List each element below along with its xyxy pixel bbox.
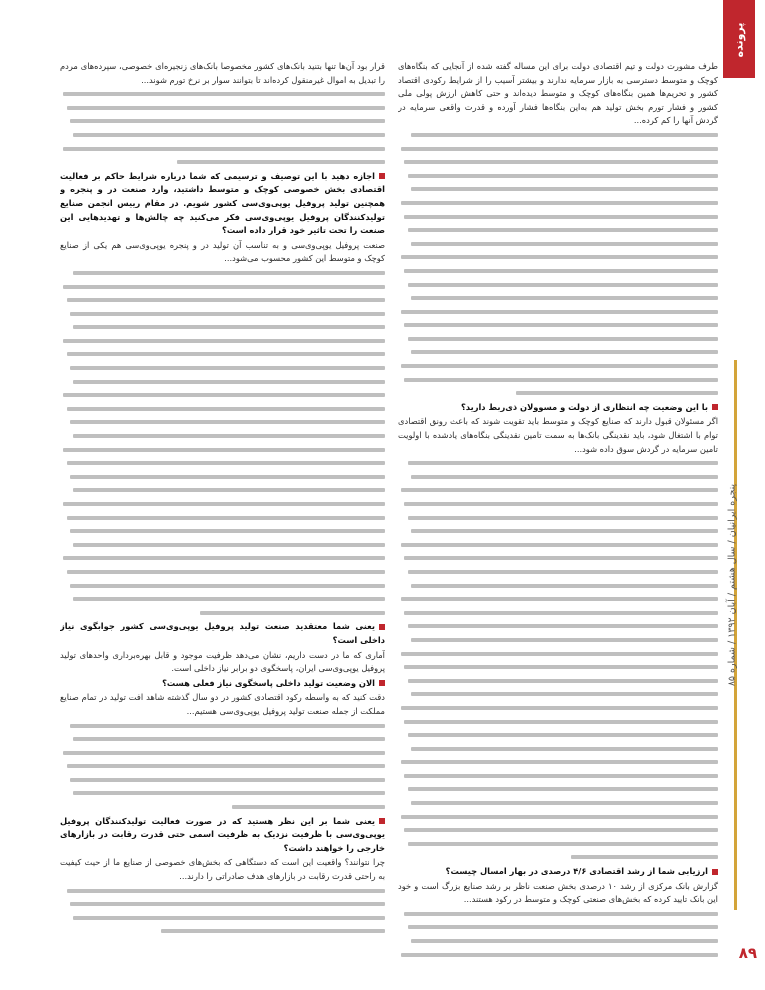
- text-line-bar: [63, 92, 385, 96]
- text-line: [398, 497, 718, 511]
- issue-label: پنجره ایرانیان / سال هشتم / آبان ۱۳۹۲ / شماره ۸۵: [726, 483, 738, 687]
- text-line-bar: [63, 147, 385, 151]
- text-line: [398, 386, 718, 400]
- text-line-bar: [411, 747, 718, 751]
- text-line-bar: [200, 611, 385, 615]
- text-line: [398, 223, 718, 237]
- text-line: [60, 402, 385, 416]
- text-line-bar: [571, 855, 718, 859]
- text-line: [60, 759, 385, 773]
- text-line: [398, 511, 718, 525]
- text-line-bar: [70, 312, 385, 316]
- text-line-bar: [63, 556, 385, 560]
- text-line-bar: [404, 502, 718, 506]
- text-line: [60, 483, 385, 497]
- question-text: با این وضعیت چه انتظاری از دولت و مسوولان ذی‌ربط دارید؟: [460, 401, 708, 412]
- text-line-bar: [411, 296, 718, 300]
- answer-paragraph: آماری که ما در دست داریم، نشان می‌دهد ظرفیت موجود و قابل بهره‌برداری واحدهای تولید پروفیل یو‌پی‌وی‌سی ایران، پاسخگوی دو برابر نیاز داخلی است.: [60, 649, 385, 674]
- text-line: [60, 155, 385, 169]
- text-line-bar: [411, 692, 718, 696]
- text-line: [398, 837, 718, 851]
- text-line: [398, 715, 718, 729]
- text-line: [60, 443, 385, 457]
- text-line: [398, 920, 718, 934]
- text-line-bar: [411, 187, 718, 191]
- text-line-bar: [408, 679, 718, 683]
- text-line: [60, 266, 385, 280]
- text-line: [60, 334, 385, 348]
- text-line-bar: [404, 323, 718, 327]
- text-line-bar: [404, 774, 718, 778]
- text-line-bar: [411, 939, 718, 943]
- text-line: [398, 237, 718, 251]
- text-line: [398, 210, 718, 224]
- page-sidebar: [717, 0, 765, 990]
- page-number: ۸۹: [738, 944, 757, 962]
- bullet-icon: [379, 173, 385, 179]
- text-line-bar: [401, 815, 718, 819]
- text-line-bar: [404, 665, 718, 669]
- question-heading: [398, 865, 718, 879]
- text-line: [398, 318, 718, 332]
- text-line: [60, 773, 385, 787]
- text-line: [398, 769, 718, 783]
- text-line-bar: [232, 805, 385, 809]
- text-line-bar: [404, 720, 718, 724]
- text-line-bar: [67, 352, 386, 356]
- text-line: [398, 687, 718, 701]
- text-line: [398, 592, 718, 606]
- text-line-bar: [408, 842, 718, 846]
- text-line-bar: [70, 584, 385, 588]
- text-line: [398, 728, 718, 742]
- bullet-icon: [712, 404, 718, 410]
- text-line-bar: [408, 461, 718, 465]
- text-line: [60, 719, 385, 733]
- text-line: [398, 961, 718, 965]
- text-line-bar: [401, 760, 718, 764]
- text-line: [398, 182, 718, 196]
- text-line-bar: [67, 461, 386, 465]
- text-line: [60, 280, 385, 294]
- text-line-bar: [73, 133, 385, 137]
- text-line: [60, 551, 385, 565]
- text-line-bar: [73, 325, 385, 329]
- text-line: [60, 497, 385, 511]
- text-line-bar: [73, 380, 385, 384]
- text-line: [60, 606, 385, 620]
- text-line: [398, 264, 718, 278]
- text-line: [398, 907, 718, 921]
- question-text: یعنی شما معتقدید صنعت تولید پروفیل یو‌پی‌وی‌سی کشور جوابگوی نیاز داخلی است؟: [60, 621, 385, 645]
- text-line: [398, 606, 718, 620]
- section-tab: [723, 0, 755, 78]
- text-line: [398, 823, 718, 837]
- text-line-bar: [70, 778, 385, 782]
- text-line: [398, 782, 718, 796]
- text-line: [60, 565, 385, 579]
- text-line-bar: [408, 174, 718, 178]
- text-line: [398, 934, 718, 948]
- text-line: [60, 592, 385, 606]
- text-line-bar: [63, 339, 385, 343]
- text-line: [398, 373, 718, 387]
- text-lines: [398, 128, 718, 400]
- answer-paragraph: صنعت پروفیل یو‌پی‌وی‌سی و به تناسب آن تولید در و پنجره یو‌پی‌وی‌سی هم یکی از صنایع کوچک و متوسط این کشور محسوب می‌شود...: [60, 239, 385, 264]
- text-line-bar: [404, 378, 718, 382]
- text-line: [60, 375, 385, 389]
- text-line-bar: [408, 624, 718, 628]
- answer-paragraph: اگر مسئولان قبول دارند که صنایع کوچک و متوسط باید تقویت شوند که باعث رونق اقتصادی توام با اشتغال شود، باید نقدینگی بانک‌ها به سمت تامین نقدینگی بنگاه‌های یادشده با اولویت تامین سرمایه در گردش سوق داده شود...: [398, 416, 718, 454]
- question-heading: [398, 401, 718, 415]
- text-line: [398, 250, 718, 264]
- text-line-bar: [401, 255, 718, 259]
- text-line: [60, 320, 385, 334]
- text-line: [60, 884, 385, 898]
- text-line-bar: [73, 434, 385, 438]
- text-line-bar: [73, 488, 385, 492]
- section-label: پرونده: [732, 22, 746, 58]
- text-line: [398, 742, 718, 756]
- text-line: [398, 660, 718, 674]
- text-line-bar: [411, 350, 718, 354]
- text-line: [398, 850, 718, 864]
- text-line: [398, 810, 718, 824]
- text-line: [398, 128, 718, 142]
- question-text: ارزیابی شما از رشد اقتصادی ۴/۶ درصدی در بهار امسال چیست؟: [445, 866, 708, 877]
- text-line-bar: [73, 916, 385, 920]
- question-heading: [60, 620, 385, 647]
- text-line: [60, 538, 385, 552]
- text-line: [398, 579, 718, 593]
- text-line-bar: [411, 638, 718, 642]
- text-line-bar: [401, 706, 718, 710]
- question-text: اجازه دهید با این توصیف و ترسیمی که شما درباره شرایط حاکم بر فعالیت اقتصادی بخش خصوصی کوچک و متوسط داشتید، وارد صنعت در و پنجره و همچنین تولید پروفیل یو‌پی‌وی‌سی کشور شویم. در مقام رییس انجمن صنایع تولیدکنندگان پروفیل یو‌پی‌وی‌سی فکر می‌کنید چه چالش‌ها و تهدیدهایی این صنعت را تحت تاثیر خود قرار داده است؟: [60, 170, 385, 236]
- text-line-bar: [411, 133, 718, 137]
- text-line-bar: [70, 902, 385, 906]
- text-line-bar: [73, 597, 385, 601]
- article-column-left: [60, 60, 385, 965]
- text-line: [398, 948, 718, 962]
- text-line: [398, 456, 718, 470]
- text-line: [398, 551, 718, 565]
- text-line-bar: [67, 407, 386, 411]
- text-line-bar: [404, 556, 718, 560]
- text-line: [60, 470, 385, 484]
- bullet-icon: [379, 680, 385, 686]
- text-line: [60, 429, 385, 443]
- text-line: [60, 347, 385, 361]
- text-line: [398, 196, 718, 210]
- text-line: [398, 345, 718, 359]
- text-lines: [60, 884, 385, 938]
- text-line-bar: [63, 448, 385, 452]
- text-line-bar: [70, 366, 385, 370]
- text-line-bar: [63, 502, 385, 506]
- text-line-bar: [63, 393, 385, 397]
- text-line-bar: [404, 269, 718, 273]
- text-line: [398, 291, 718, 305]
- text-line-bar: [70, 420, 385, 424]
- text-line: [60, 307, 385, 321]
- text-line: [60, 87, 385, 101]
- bullet-icon: [712, 869, 718, 875]
- text-line-bar: [401, 543, 718, 547]
- text-line-bar: [63, 285, 385, 289]
- text-line: [60, 732, 385, 746]
- text-line: [398, 701, 718, 715]
- text-line: [398, 565, 718, 579]
- text-line-bar: [408, 733, 718, 737]
- text-line: [398, 142, 718, 156]
- text-line: [60, 800, 385, 814]
- article-column-right: [398, 60, 718, 965]
- issue-info: [725, 460, 739, 710]
- text-line-bar: [73, 737, 385, 741]
- text-line: [60, 897, 385, 911]
- text-line: [60, 293, 385, 307]
- bullet-icon: [379, 624, 385, 630]
- text-line: [398, 155, 718, 169]
- text-line-bar: [67, 570, 386, 574]
- text-line: [398, 633, 718, 647]
- text-line-bar: [401, 953, 718, 957]
- text-line-bar: [408, 787, 718, 791]
- text-line-bar: [70, 724, 385, 728]
- text-line-bar: [408, 516, 718, 520]
- question-text: الان وضعیت تولید داخلی پاسخگوی نیاز فعلی هست؟: [162, 677, 375, 688]
- text-lines: [60, 719, 385, 814]
- text-line: [60, 524, 385, 538]
- text-line-bar: [63, 751, 385, 755]
- text-line-bar: [408, 925, 718, 929]
- text-line-bar: [73, 271, 385, 275]
- text-line: [60, 924, 385, 938]
- text-line-bar: [67, 764, 386, 768]
- text-line-bar: [70, 529, 385, 533]
- question-text: یعنی شما بر این نظر هستید که در صورت فعالیت تولیدکنندگان پروفیل یو‌پی‌وی‌سی با ظرفیت نزدیک به ظرفیت اسمی حتی قدرت رقابت در بازارهای خارجی را خواهند داشت؟: [60, 815, 385, 853]
- text-line: [60, 746, 385, 760]
- text-line: [398, 755, 718, 769]
- text-line: [60, 128, 385, 142]
- text-line: [398, 647, 718, 661]
- text-line-bar: [401, 147, 718, 151]
- text-line-bar: [401, 364, 718, 368]
- text-line: [398, 305, 718, 319]
- text-line-bar: [67, 298, 386, 302]
- text-line-bar: [401, 652, 718, 656]
- text-line: [398, 619, 718, 633]
- text-line-bar: [70, 475, 385, 479]
- paragraph-intro-right: طرف مشورت دولت و تیم اقتصادی دولت برای این مساله گفته شده از آنجایی که بنگاه‌های کوچک و متوسط دسترسی به بازار سرمایه ندارند و بیشتر آسیب را از شرایط رکودی اقتصاد کشور و تحریم‌ها همین بنگاه‌های کوچک و متوسط دیده‌اند و حتی کاهش ارزش پولی ملی کشور و فشار تورم بخش تولید هم به‌این بنگاه‌ها فشار آورده و قدرت واقعی سرمایه در گردش آنها را کم کرده...: [398, 61, 718, 126]
- text-line: [398, 796, 718, 810]
- text-line-bar: [67, 106, 386, 110]
- question-heading: [60, 815, 385, 856]
- text-line-bar: [401, 488, 718, 492]
- text-line-bar: [411, 475, 718, 479]
- text-lines: [60, 87, 385, 169]
- paragraph-intro-left: قرار بود آن‌ها تنها بتنید بانک‌های کشور مخصوصا بانک‌های زنجیره‌ای خصوصی، سپرده‌های مردم را تبدیل به اموال غیرمنقول کرده‌اند تا بتوانند سوار بر نرخ تورم شوند...: [60, 61, 385, 85]
- text-line-bar: [411, 529, 718, 533]
- text-line-bar: [411, 584, 718, 588]
- text-line-bar: [404, 160, 718, 164]
- text-line: [398, 470, 718, 484]
- text-line-bar: [404, 611, 718, 615]
- text-lines: [398, 907, 718, 965]
- text-lines: [60, 266, 385, 619]
- text-line: [398, 169, 718, 183]
- question-heading: [60, 170, 385, 238]
- text-line-bar: [67, 516, 386, 520]
- text-line: [398, 332, 718, 346]
- text-line: [60, 456, 385, 470]
- text-line-bar: [161, 929, 385, 933]
- text-line-bar: [177, 160, 385, 164]
- text-line: [398, 359, 718, 373]
- text-line-bar: [408, 228, 718, 232]
- text-line: [60, 579, 385, 593]
- text-line-bar: [408, 283, 718, 287]
- answer-paragraph: دقت کنید که به واسطه رکود اقتصادی کشور در دو سال گذشته شاهد افت تولید در تمام صنایع مملکت از جمله صنعت تولید پروفیل یو‌پی‌وی‌سی هستیم...: [60, 692, 385, 716]
- text-line-bar: [67, 889, 386, 893]
- text-line: [60, 101, 385, 115]
- question-heading: [60, 677, 385, 691]
- text-line-bar: [404, 828, 718, 832]
- text-line-bar: [411, 801, 718, 805]
- text-line: [60, 142, 385, 156]
- text-line-bar: [404, 215, 718, 219]
- text-line-bar: [408, 337, 718, 341]
- text-line: [398, 483, 718, 497]
- text-line-bar: [411, 242, 718, 246]
- text-line: [60, 361, 385, 375]
- text-line: [60, 415, 385, 429]
- answer-paragraph: گزارش بانک مرکزی از رشد ۱۰ درصدی بخش صنعت ناظر بر رشد صنایع بزرگ است و خود این بانک تایید کرده که بخش‌های صنعتی کوچک و متوسط در رکود هستند...: [398, 880, 718, 905]
- text-line: [60, 911, 385, 925]
- text-line-bar: [73, 543, 385, 547]
- text-line-bar: [73, 791, 385, 795]
- text-line-bar: [404, 912, 718, 916]
- text-line: [398, 538, 718, 552]
- text-line-bar: [401, 201, 718, 205]
- text-line: [60, 388, 385, 402]
- text-line-bar: [401, 597, 718, 601]
- text-line: [398, 524, 718, 538]
- text-line: [398, 278, 718, 292]
- answer-paragraph: چرا نتوانند؟ واقعیت این است که دستگاهی که بخش‌های خصوصی از صنایع ما از حیث کیفیت به راحتی قدرت رقابت در بازارهای هدف صادراتی را دارند...: [60, 857, 385, 882]
- text-line-bar: [516, 391, 718, 395]
- text-line-bar: [408, 570, 718, 574]
- text-line: [60, 114, 385, 128]
- text-line-bar: [70, 119, 385, 123]
- text-line: [60, 786, 385, 800]
- bullet-icon: [379, 818, 385, 824]
- text-line: [398, 674, 718, 688]
- text-line-bar: [401, 310, 718, 314]
- text-line: [60, 511, 385, 525]
- text-lines: [398, 456, 718, 864]
